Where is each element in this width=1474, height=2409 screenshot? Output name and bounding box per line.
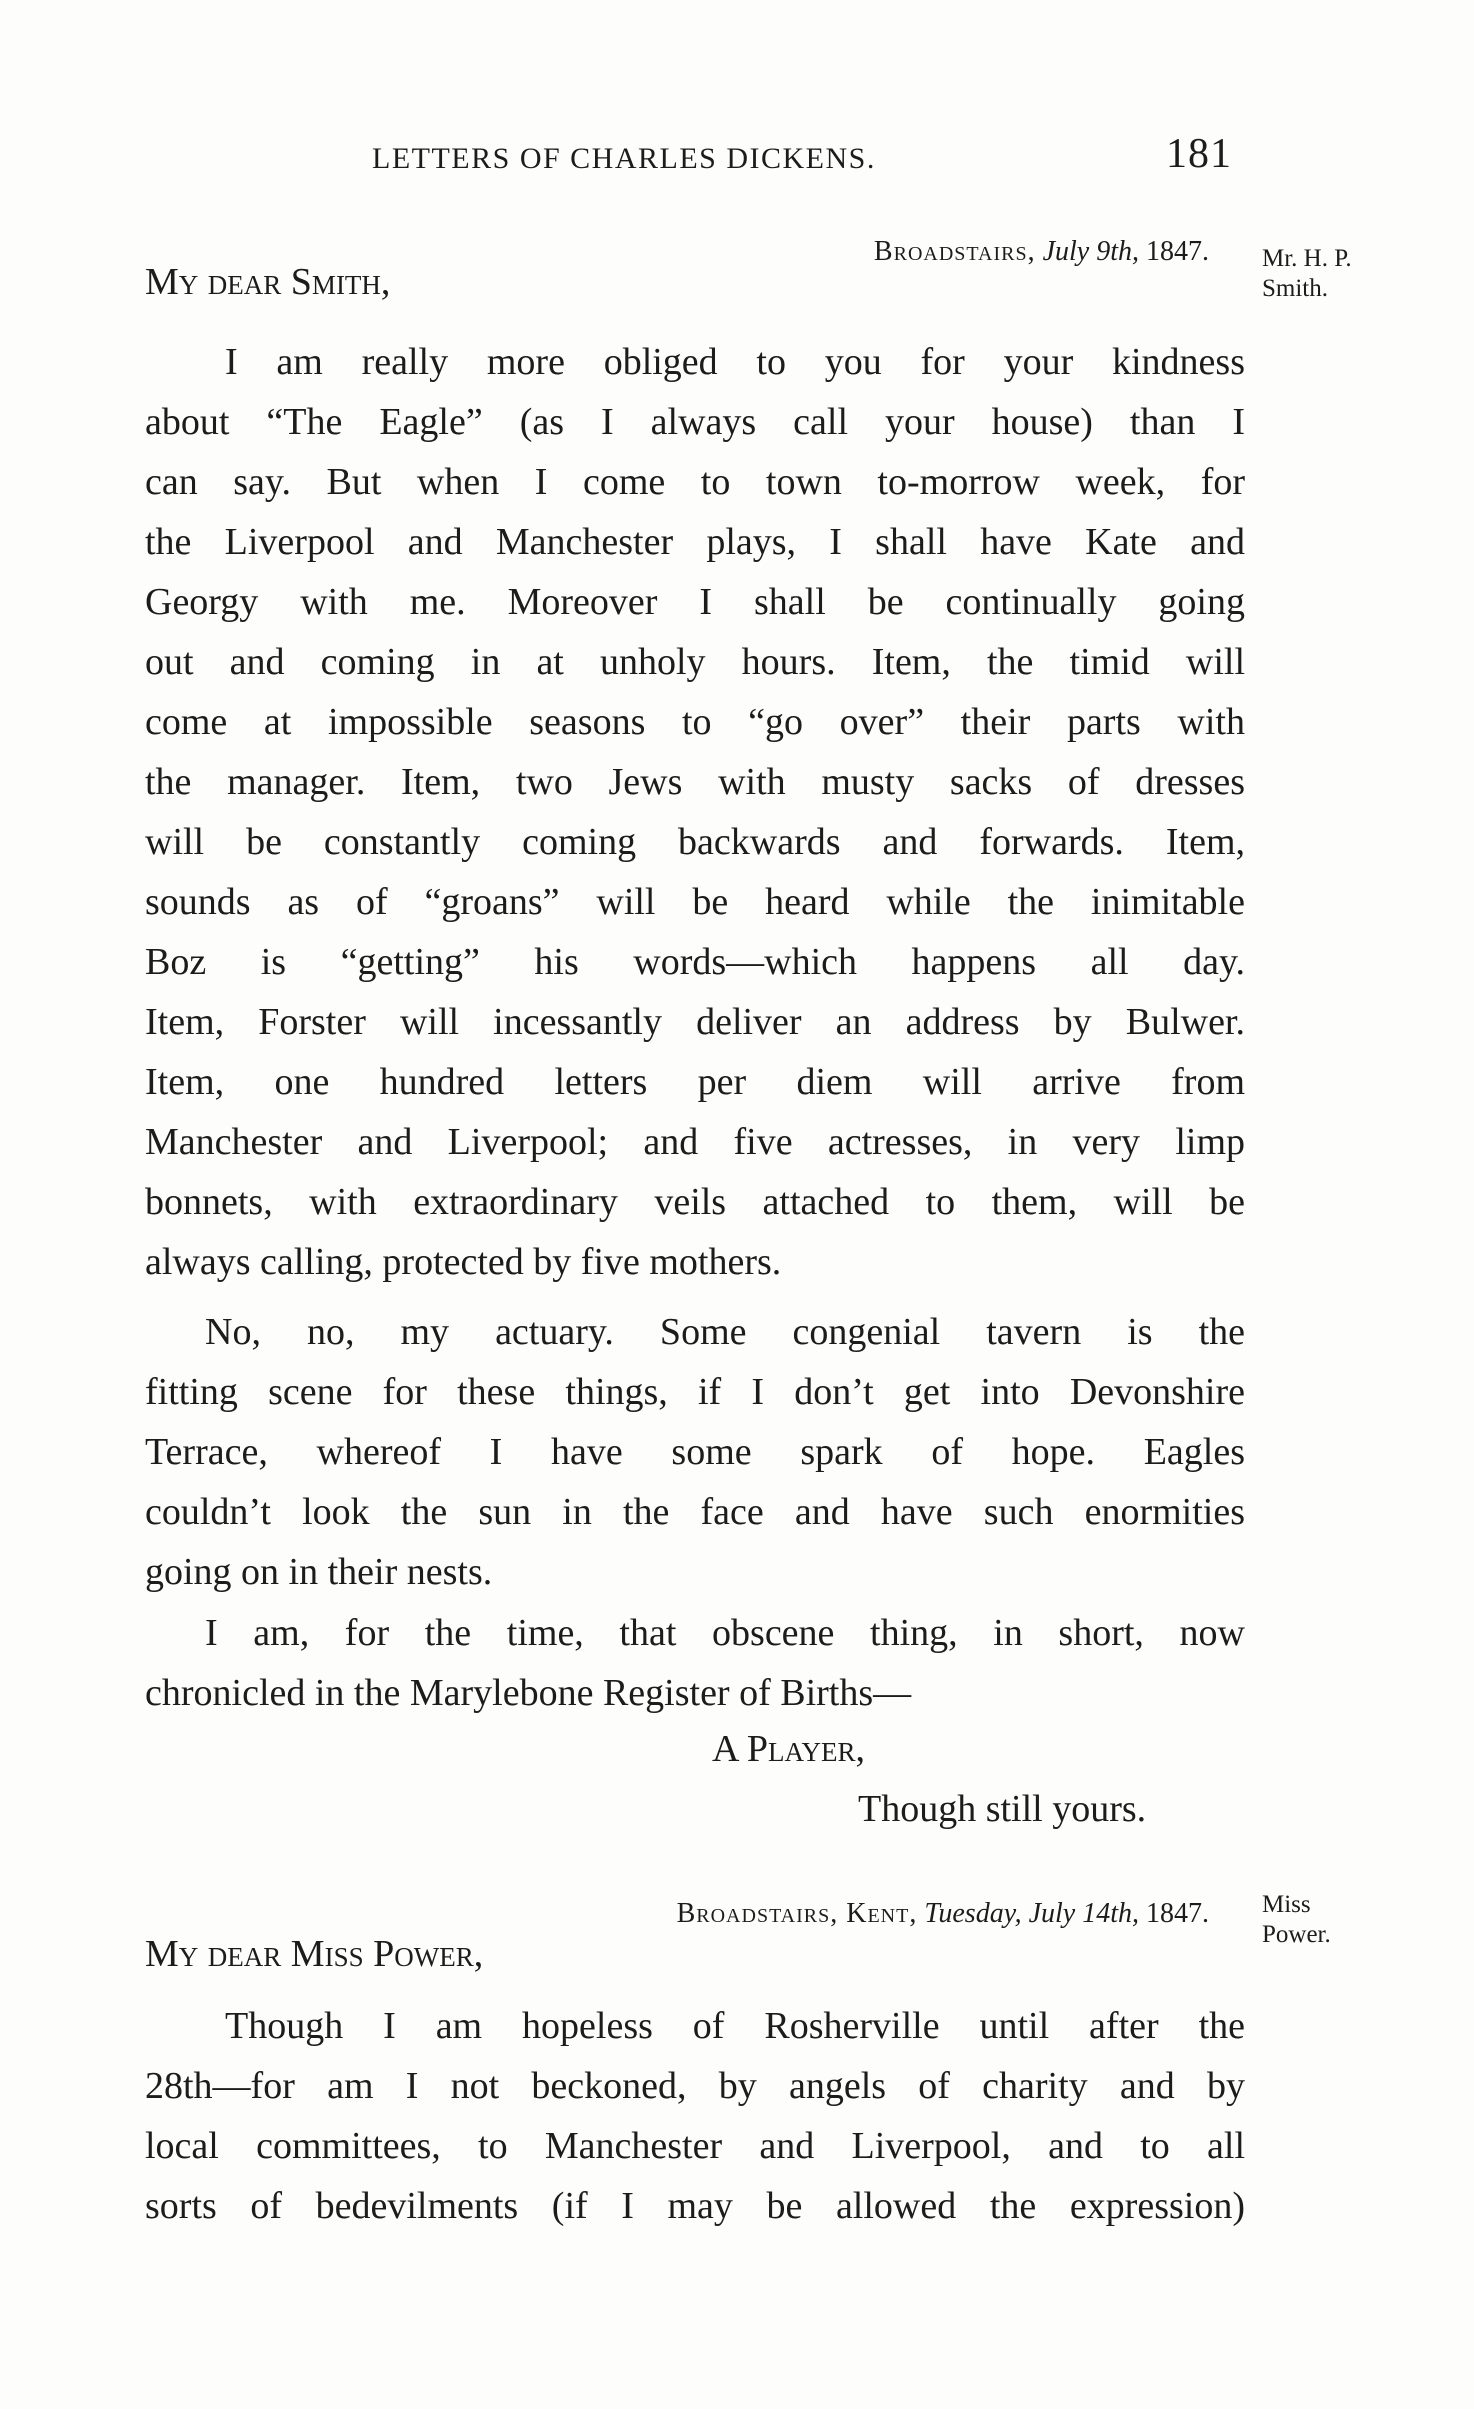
salutation-name: Miss Power, — [290, 1933, 484, 1975]
text-line: local committees, to Manchester and Liverpool, and to all — [145, 2125, 1245, 2167]
text-line: Boz is “getting” his words—which happens all day. — [145, 941, 1245, 983]
letter1-dateline — [874, 236, 1209, 268]
margin-note-line: Mr. H. P. — [1262, 245, 1352, 272]
text-line: I am, for the time, that obscene thing, in short, now — [205, 1612, 1245, 1654]
page-number: 181 — [1166, 131, 1232, 177]
salutation-prefix: My dear — [145, 1933, 282, 1975]
text-line: couldn’t look the sun in the face and have such enormities — [145, 1491, 1245, 1533]
letter1-salutation — [145, 260, 390, 304]
margin-note-line: Miss — [1262, 1891, 1311, 1918]
signature-text: A Player, — [712, 1728, 865, 1770]
text-line: Georgy with me. Moreover I shall be continually going — [145, 581, 1245, 623]
text-line: can say. But when I come to town to-morrow week, for — [145, 461, 1245, 503]
running-title: LETTERS OF CHARLES DICKENS. — [372, 142, 876, 175]
signature-line-2: Though still yours. — [858, 1788, 1147, 1830]
letter2-dateline — [677, 1898, 1209, 1930]
text-line: chronicled in the Marylebone Register of Births— — [145, 1672, 912, 1714]
text-line: the Liverpool and Manchester plays, I shall have Kate and — [145, 521, 1245, 563]
text-line: 28th—for am I not beckoned, by angels of charity and by — [145, 2065, 1245, 2107]
text-line: bonnets, with extraordinary veils attached to them, will be — [145, 1181, 1245, 1223]
salutation-prefix: My dear — [145, 261, 282, 303]
text-line: Manchester and Liverpool; and five actresses, in very limp — [145, 1121, 1245, 1163]
text-line: Terrace, whereof I have some spark of hope. Eagles — [145, 1431, 1245, 1473]
letter2-salutation — [145, 1932, 483, 1976]
margin-note-line: Power. — [1262, 1921, 1331, 1948]
letter1-paragraph-1 — [145, 332, 1245, 1292]
dateline-year: 1847. — [1146, 236, 1209, 267]
text-line: will be constantly coming backwards and forwards. Item, — [145, 821, 1245, 863]
signature-line-1 — [712, 1727, 865, 1771]
text-line: about “The Eagle” (as I always call your house) than I — [145, 401, 1245, 443]
dateline-date: July 9th, — [1042, 236, 1139, 267]
text-line: I am really more obliged to you for your kindness — [225, 341, 1245, 383]
text-line: Item, one hundred letters per diem will arrive from — [145, 1061, 1245, 1103]
text-line: sorts of bedevilments (if I may be allowed the expression) — [145, 2185, 1245, 2227]
letter2-paragraph-1 — [145, 1996, 1245, 2236]
salutation-name: Smith, — [290, 261, 391, 303]
text-line: out and coming in at unholy hours. Item, the timid will — [145, 641, 1245, 683]
letter1-margin-note — [1262, 244, 1412, 304]
text-line: fitting scene for these things, if I don’t get into Devonshire — [145, 1371, 1245, 1413]
margin-note-line: Smith. — [1262, 275, 1328, 302]
text-line: the manager. Item, two Jews with musty sacks of dresses — [145, 761, 1245, 803]
dateline-date: Tuesday, July 14th, — [924, 1898, 1139, 1929]
dateline-place: Broadstairs, Kent, — [676, 1898, 918, 1929]
text-line: sounds as of “groans” will be heard while the inimitable — [145, 881, 1245, 923]
letter1-paragraph-2 — [145, 1302, 1245, 1602]
text-line: No, no, my actuary. Some congenial tavern is the — [205, 1311, 1245, 1353]
letter1-paragraph-3 — [145, 1603, 1245, 1723]
text-line: Though I am hopeless of Rosherville until after the — [225, 2005, 1245, 2047]
dateline-year: 1847. — [1146, 1898, 1209, 1929]
text-line: always calling, protected by five mothers. — [145, 1241, 782, 1283]
text-line: going on in their nests. — [145, 1551, 493, 1593]
letter2-margin-note — [1262, 1890, 1412, 1950]
text-line: come at impossible seasons to “go over” their parts with — [145, 701, 1245, 743]
text-line: Item, Forster will incessantly deliver an address by Bulwer. — [145, 1001, 1245, 1043]
dateline-place: Broadstairs, — [873, 236, 1036, 267]
